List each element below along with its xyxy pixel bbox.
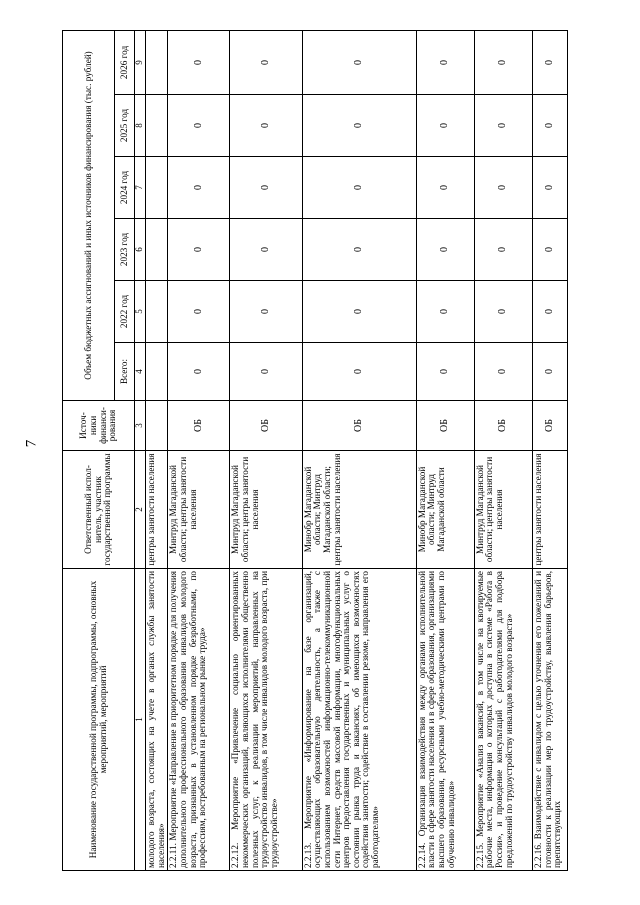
row-responsible: Минтруд Магаданской области; центры занятости населения <box>474 451 532 569</box>
row-value: 0 <box>230 343 302 401</box>
row-value: 0 <box>416 219 474 281</box>
row-value: 0 <box>168 95 230 157</box>
header-responsible: Ответственный испол-нитель, участник государственной программы <box>63 451 135 569</box>
header-year-2024: 2024 год <box>115 157 135 219</box>
row-value: 0 <box>532 157 567 219</box>
row-name: 2.2.12. Мероприятие «Привлечение социально ориентированных некоммерческих организаций, являющихся исполнителями общественно полезных услуг, к реализации мероприятий, направленных на трудоустройство инвалидов, в том числе инвалидов молодого возраста, при трудоустройстве» <box>230 569 302 871</box>
row-value: 0 <box>302 157 416 219</box>
row-value: 0 <box>416 30 474 94</box>
column-number: 6 <box>135 219 146 281</box>
row-responsible: Минобр Магаданской области; Минтруд Магаданской области <box>416 451 474 569</box>
table-row <box>302 30 416 870</box>
row-value: 0 <box>230 30 302 94</box>
rotated-table-wrapper <box>62 31 568 871</box>
table-row <box>230 30 302 870</box>
column-number: 2 <box>135 451 146 569</box>
row-value: 0 <box>230 157 302 219</box>
row-name: молодого возраста, состоящих на учете в органах службы занятости населения» <box>146 569 168 871</box>
row-responsible: Минобр Магаданской области; Минтруд Магаданской области; центры занятости населения <box>302 451 416 569</box>
row-source: ОБ <box>416 401 474 451</box>
row-source: ОБ <box>168 401 230 451</box>
header-year-2026: 2026 год <box>115 30 135 94</box>
row-value <box>146 281 168 343</box>
row-value: 0 <box>532 30 567 94</box>
row-responsible: центры занятости населения <box>146 451 168 569</box>
column-number: 1 <box>135 569 146 871</box>
table-row <box>416 30 474 870</box>
row-value: 0 <box>532 281 567 343</box>
row-value: 0 <box>302 219 416 281</box>
row-name: 2.2.15. Мероприятие «Анализ вакансий, в том числе на квотируемые рабочие места, информация о которых доступна в системе «Работа в России», и проведение консультаций с работодателями для подбора предложений по трудоустройству инвалидов молодого возраста» <box>474 569 532 871</box>
program-table <box>62 30 568 871</box>
row-name: 2.2.13. Мероприятие «Информирование на базе организаций, осуществляющих образовательную деятельность, а также с использованием возможностей информационно-телекоммуникационной сети Интернет, средств массовой информации, многофункциональных центров предоставления государственных и муниципальных услуг о состоянии рынка труда и вакансиях, об имеющихся возможностях содействия занятости; содействие в составлении резюме, направления его работодателям» <box>302 569 416 871</box>
row-value: 0 <box>532 95 567 157</box>
header-year-2025: 2025 год <box>115 95 135 157</box>
row-value: 0 <box>168 281 230 343</box>
column-number: 3 <box>135 401 146 451</box>
row-value: 0 <box>474 30 532 94</box>
row-name: 2.2.11. Мероприятие «Направление в приоритетном порядке для получения дополнительного профессионального образования инвалидов молодого возраста, признанных в установленном порядке безработными, по профессиям, востребованным на региональном рынке труда» <box>168 569 230 871</box>
row-value: 0 <box>168 219 230 281</box>
row-value: 0 <box>168 30 230 94</box>
row-value <box>146 343 168 401</box>
column-number: 9 <box>135 30 146 94</box>
row-name: 2.2.14. Организация взаимодействия между органами исполнительной власти в сфере занятости населения и в сфере образования, организациями высшего образования, ресурсными учебно-методическими центрами по обучению инвалидов» <box>416 569 474 871</box>
row-value: 0 <box>230 219 302 281</box>
row-value: 0 <box>302 30 416 94</box>
row-value: 0 <box>474 281 532 343</box>
row-value: 0 <box>532 219 567 281</box>
column-number: 5 <box>135 281 146 343</box>
header-year-2023: 2023 год <box>115 219 135 281</box>
row-source: ОБ <box>230 401 302 451</box>
table-row <box>532 30 567 870</box>
row-value: 0 <box>168 343 230 401</box>
row-value: 0 <box>416 343 474 401</box>
row-value: 0 <box>168 157 230 219</box>
row-value <box>146 30 168 94</box>
row-value: 0 <box>474 95 532 157</box>
row-value: 0 <box>302 343 416 401</box>
row-value: 0 <box>532 343 567 401</box>
row-value: 0 <box>474 157 532 219</box>
row-source <box>146 401 168 451</box>
row-value: 0 <box>230 281 302 343</box>
row-value: 0 <box>302 95 416 157</box>
row-value: 0 <box>416 281 474 343</box>
page-number: 7 <box>23 439 40 448</box>
header-year-2022: 2022 год <box>115 281 135 343</box>
column-number: 7 <box>135 157 146 219</box>
row-value <box>146 157 168 219</box>
row-value <box>146 95 168 157</box>
row-value: 0 <box>474 343 532 401</box>
row-source: ОБ <box>474 401 532 451</box>
column-number: 4 <box>135 343 146 401</box>
row-value: 0 <box>416 95 474 157</box>
row-value: 0 <box>230 95 302 157</box>
table-row <box>474 30 532 870</box>
column-number: 8 <box>135 95 146 157</box>
header-sources: Источ-ники финанси-рования <box>63 401 135 451</box>
row-responsible: центры занятости населения <box>532 451 567 569</box>
table-row <box>146 30 168 870</box>
header-total: Всего: <box>115 343 135 401</box>
row-value: 0 <box>302 281 416 343</box>
row-value <box>146 219 168 281</box>
row-responsible: Минтруд Магаданской области; центры занятости населения <box>230 451 302 569</box>
table-row <box>168 30 230 870</box>
row-responsible: Минтруд Магаданской области; центры занятости населения <box>168 451 230 569</box>
row-source: ОБ <box>532 401 567 451</box>
header-volume: Объем бюджетных ассигнований и иных источников финансирования (тыс. рублей) <box>63 30 115 400</box>
row-name: 2.2.16. Взаимодействие с инвалидом с целью уточнения его пожеланий и готовности к реализации мер по трудоустройству, выявления барьеров, препятствующих <box>532 569 567 871</box>
row-value: 0 <box>416 157 474 219</box>
row-value: 0 <box>474 219 532 281</box>
header-name: Наименование государственной программы, подпрограммы, основных мероприятий, мероприятий <box>63 569 135 871</box>
row-source: ОБ <box>302 401 416 451</box>
